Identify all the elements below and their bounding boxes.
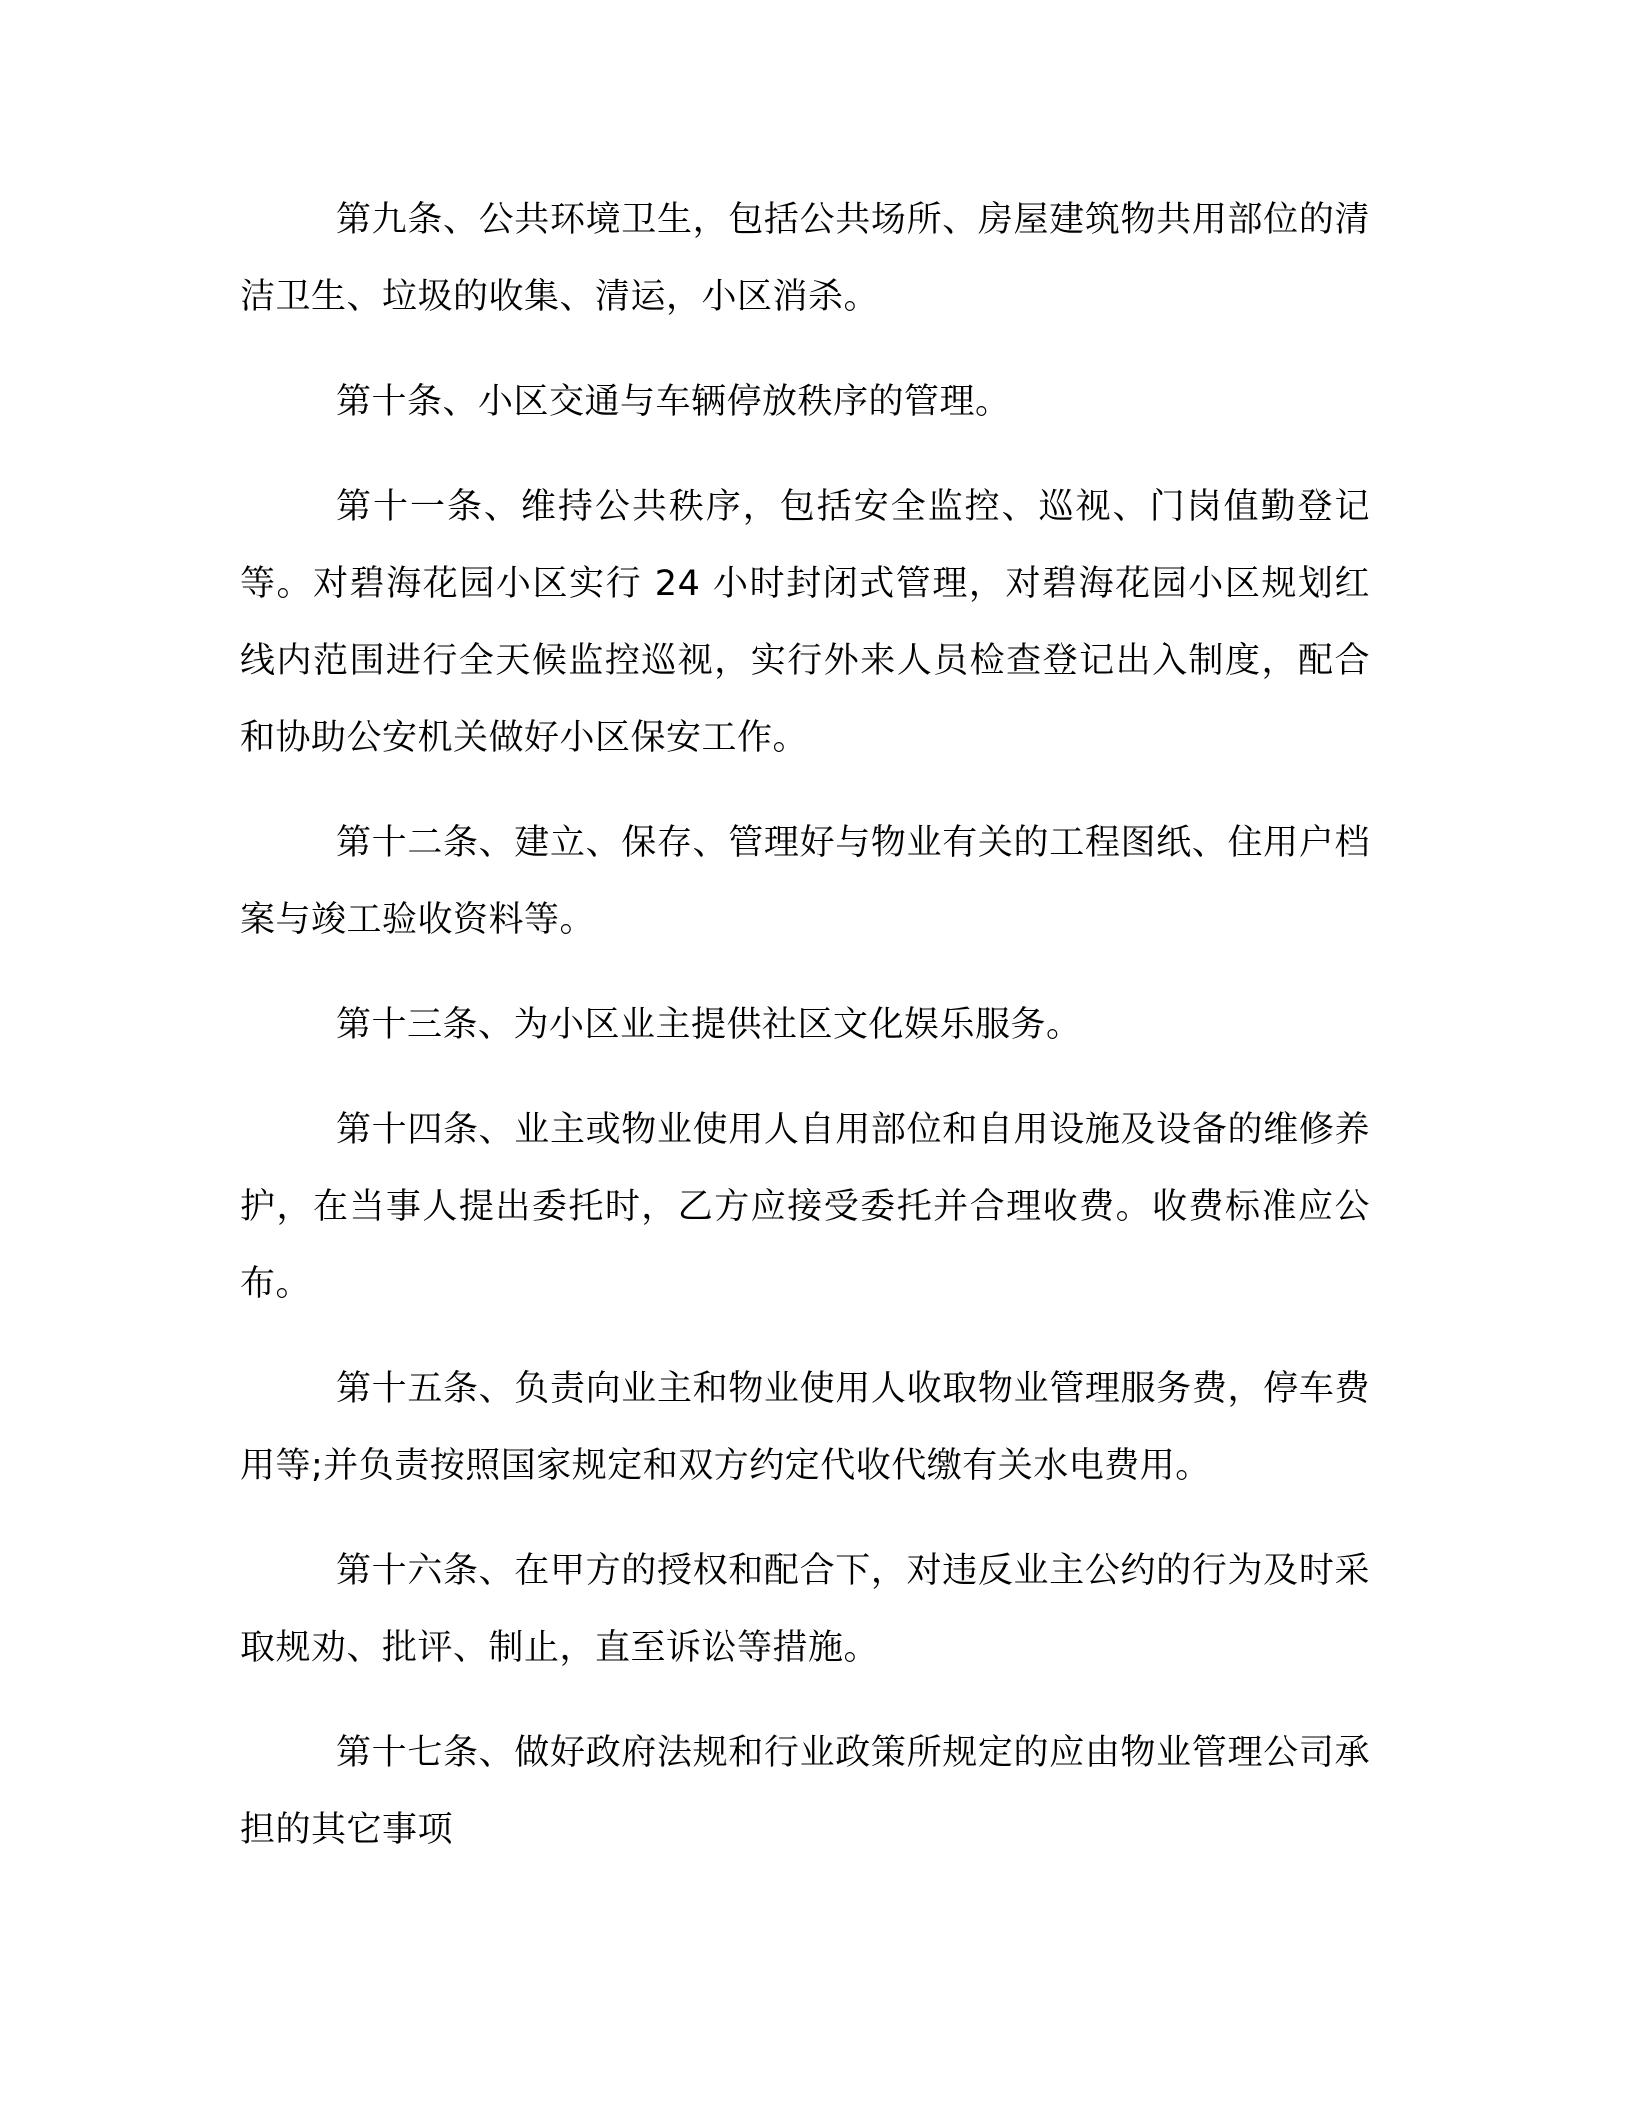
article-17-paragraph: 第十七条、做好政府法规和行业政策所规定的应由物业管理公司承担的其它事项 <box>240 1733 1370 1850</box>
article-11-paragraph: 第十一条、维持公共秩序，包括安全监控、巡视、门岗值勤登记等。对碧海花园小区实行 24 小时封闭式管理，对碧海花园小区规划红线内范围进行全天候监控巡视，实行外来人员检查登记出入制度，配合和协助公安机关做好小区保安工作。 <box>240 487 1370 758</box>
article-12-paragraph: 第十二条、建立、保存、管理好与物业有关的工程图纸、住用户档案与竣工验收资料等。 <box>240 823 1370 940</box>
document-body <box>240 182 1370 1897</box>
article-14-paragraph: 第十四条、业主或物业使用人自用部位和自用设施及设备的维修养护，在当事人提出委托时，乙方应接受委托并合理收费。收费标准应公布。 <box>240 1110 1370 1304</box>
article-9-paragraph: 第九条、公共环境卫生，包括公共场所、房屋建筑物共用部位的清洁卫生、垃圾的收集、清运，小区消杀。 <box>240 200 1370 317</box>
article-13-paragraph: 第十三条、为小区业主提供社区文化娱乐服务。 <box>336 1005 1082 1045</box>
article-16-paragraph: 第十六条、在甲方的授权和配合下，对违反业主公约的行为及时采取规劝、批评、制止，直至诉讼等措施。 <box>240 1551 1370 1668</box>
article-15-paragraph: 第十五条、负责向业主和物业使用人收取物业管理服务费，停车费用等;并负责按照国家规定和双方约定代收代缴有关水电费用。 <box>240 1369 1370 1486</box>
article-10-paragraph: 第十条、小区交通与车辆停放秩序的管理。 <box>336 382 1011 422</box>
